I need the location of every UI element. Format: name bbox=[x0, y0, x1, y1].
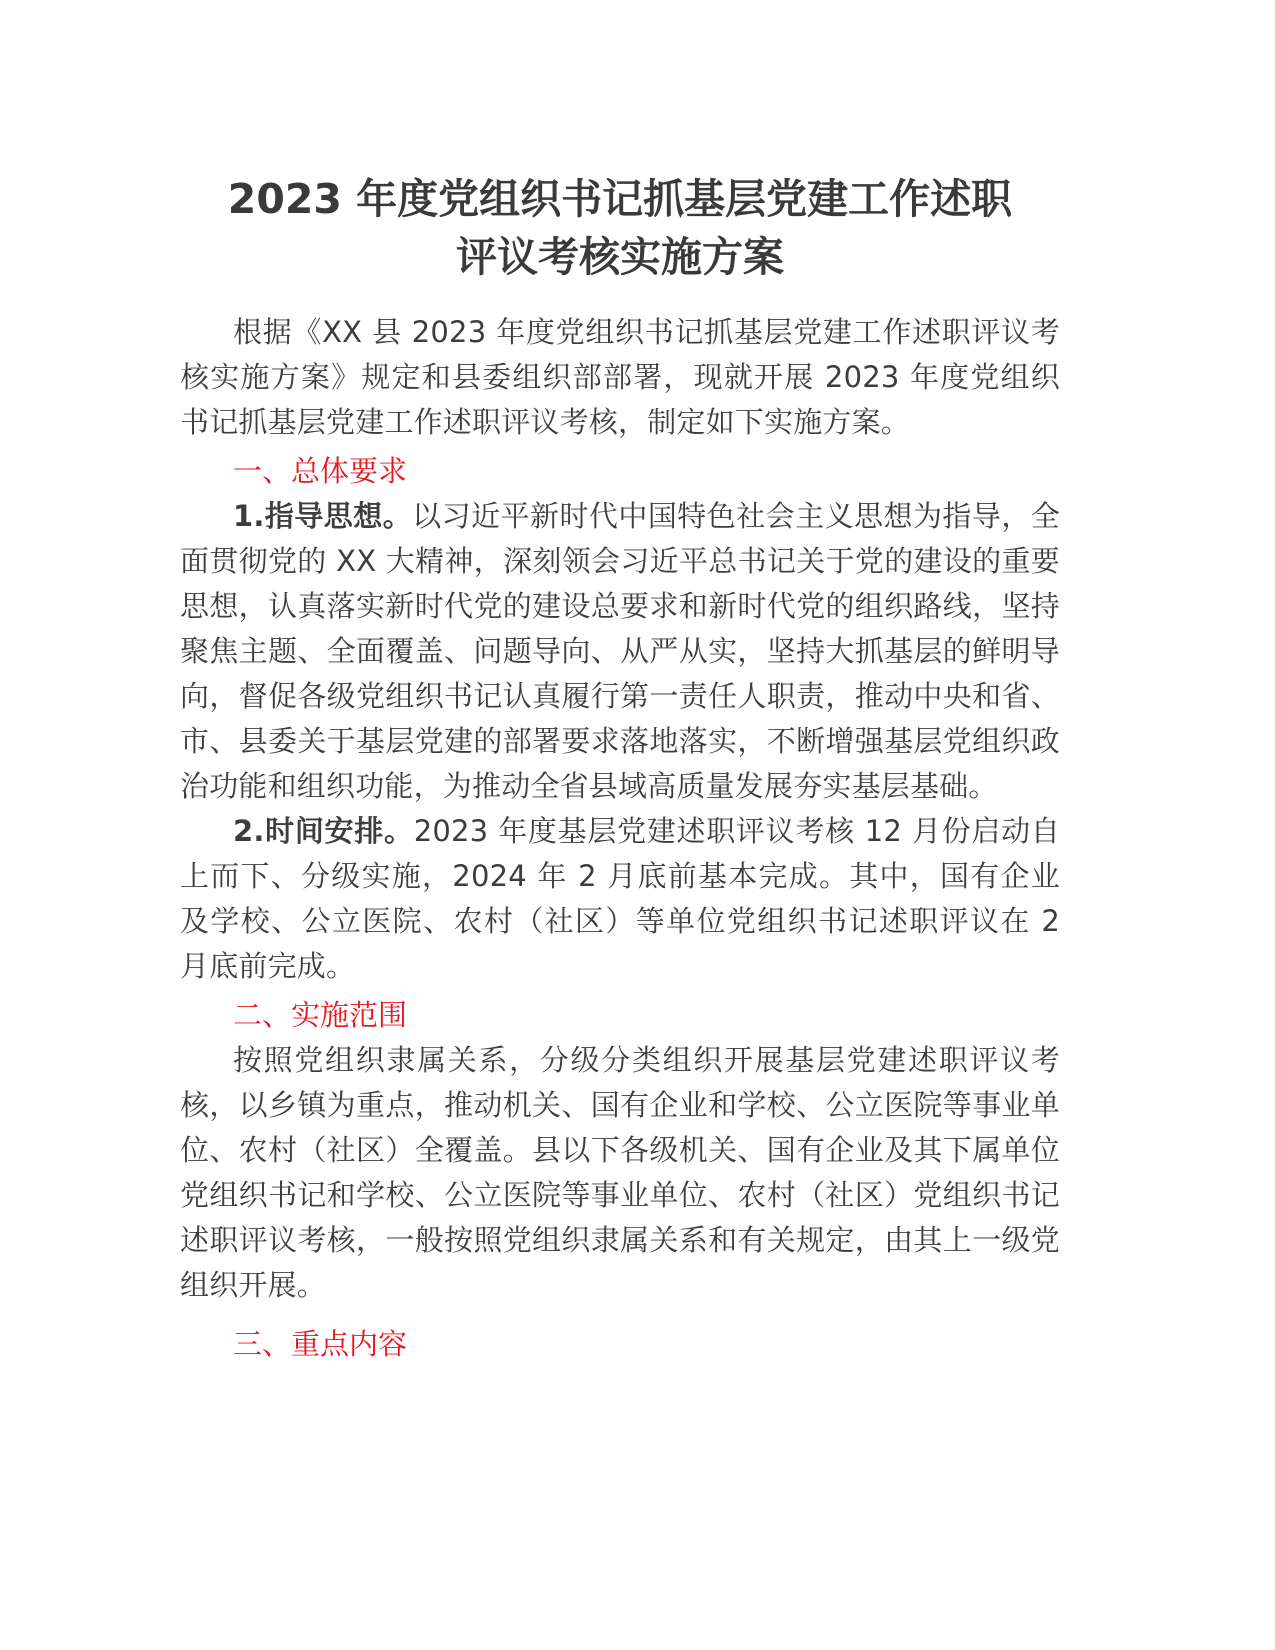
paragraph-schedule bbox=[180, 809, 1060, 989]
section-heading-key-content: 三、重点内容 bbox=[233, 1327, 408, 1361]
document-page bbox=[180, 170, 1060, 1367]
document-title bbox=[150, 170, 1090, 286]
item-text-guiding-ideology: 以习近平新时代中国特色社会主义思想为指导，全面贯彻党的 XX 大精神，深刻领会习近平总书记关于党的建设的重要思想，认真落实新时代党的建设总要求和新时代党的组织路线，坚持聚焦主题、全面覆盖、问题导向、从严从实，坚持大抓基层的鲜明导向，督促各级党组织书记认真履行第一责任人职责，推动中央和省、市、县委关于基层党建的部署要求落地落实，不断增强基层党组织政治功能和组织功能，为推动全省县域高质量发展夯实基层基础。 bbox=[180, 499, 1060, 803]
intro-paragraph: 根据《XX 县 2023 年度党组织书记抓基层党建工作述职评议考核实施方案》规定和县委组织部部署，现就开展 2023 年度党组织书记抓基层党建工作述职评议考核，制定如下实施方案。 bbox=[180, 315, 1060, 439]
paragraph-guiding-ideology bbox=[180, 494, 1060, 809]
section-heading-scope: 二、实施范围 bbox=[233, 998, 408, 1032]
item-lead-schedule: 2.时间安排。 bbox=[233, 814, 414, 848]
item-text-schedule: 2023 年度基层党建述职评议考核 12 月份启动自上而下、分级实施，2024 年 2 月底前基本完成。其中，国有企业及学校、公立医院、农村（社区）等单位党组织书记述职评议在 2 月底前完成。 bbox=[180, 814, 1060, 983]
paragraph-scope: 按照党组织隶属关系，分级分类组织开展基层党建述职评议考核，以乡镇为重点，推动机关、国有企业和学校、公立医院等事业单位、农村（社区）全覆盖。县以下各级机关、国有企业及其下属单位党组织书记和学校、公立医院等事业单位、农村（社区）党组织书记述职评议考核，一般按照党组织隶属关系和有关规定，由其上一级党组织开展。 bbox=[180, 1043, 1060, 1302]
title-line-2: 评议考核实施方案 bbox=[456, 233, 784, 281]
section-heading-general-requirements: 一、总体要求 bbox=[233, 454, 408, 488]
title-line-1: 2023 年度党组织书记抓基层党建工作述职 bbox=[227, 175, 1013, 223]
item-lead-guiding-ideology: 1.指导思想。 bbox=[233, 499, 413, 533]
document-body bbox=[180, 310, 1060, 1367]
